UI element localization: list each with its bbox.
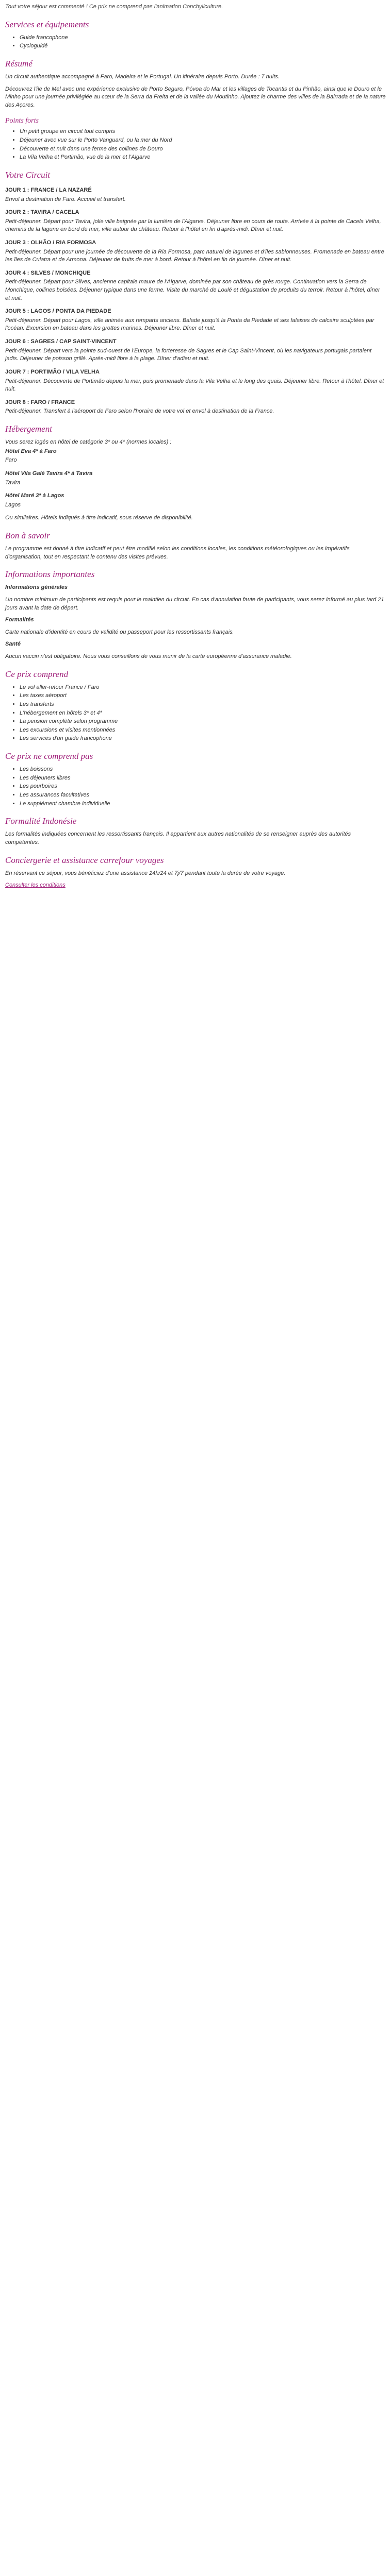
point-item: • La Vila Velha et Portimão, vue de la mer et l'Algarve (20, 154, 386, 162)
prix-list (5, 684, 386, 743)
day-text: Petit-déjeuner. Départ vers la pointe sud-ouest de l'Europe, la forteresse de Sagres et le Cap Saint-Vincent, où les navigateurs portugais partaient jadis. Déjeuner de poisson grillé. Après-midi libre à la plage. Dîner d'adieu et nuit. (5, 347, 372, 362)
points-title: Points forts (5, 116, 39, 125)
day-text: Petit-déjeuner. Départ pour Lagos, ville animée aux remparts anciens. Balade jusqu'à la Ponta da Piedade et ses falaises de calcaire sculptées par l'océan. Excursion en bateau dans les grottes marines. Déjeuner libre. Dîner et nuit. (5, 317, 374, 332)
services-list (5, 34, 386, 50)
resume-paragraph: Un circuit authentique accompagné à Faro, Madeira et le Portugal. Un itinéraire depuis Porto. Durée : 7 nuits. (5, 74, 280, 80)
prix-item: • Les services d'un guide francophone (20, 735, 386, 743)
formalites-text: Carte nationale d'identité en cours de validité ou passeport pour les ressortissants français. (5, 629, 234, 635)
point-item: • Déjeuner avec vue sur le Porto Vanguard, ou la mer du Nord (20, 137, 386, 145)
sante-text: Aucun vaccin n'est obligatoire. Nous vous conseillons de vous munir de la carte européenne d'assurance maladie. (5, 653, 292, 660)
point-item: • Un petit groupe en circuit tout compris (20, 128, 386, 136)
prix-ne-list (5, 766, 386, 808)
hotel-name: Hôtel Vila Galé Tavira 4* à Tavira (5, 470, 93, 477)
hotel-city: Faro (5, 457, 17, 464)
hotels-title: Hébergement (5, 423, 52, 434)
prix-item: • Les excursions et visites mentionnées (20, 726, 386, 735)
hotel-city: Tavira (5, 479, 21, 486)
prix-ne-item: • Les assurances facultatives (20, 791, 386, 800)
service-item: • Cycloguidé (20, 42, 386, 50)
day-title: JOUR 5 : LAGOS / PONTA DA PIEDADE (5, 308, 111, 315)
day-title: JOUR 8 : FARO / FRANCE (5, 399, 75, 405)
prix-item: • La pension complète selon programme (20, 718, 386, 726)
hotels-intro: Vous serez logés en hôtel de catégorie 3* ou 4* (normes locales) : (5, 439, 172, 446)
assist-link[interactable]: Consulter les conditions (5, 882, 66, 889)
itinerary (5, 187, 386, 416)
prix-item: • Les taxes aéroport (20, 692, 386, 700)
day-title: JOUR 2 : TAVIRA / CACELA (5, 209, 79, 216)
form-title: Formalité Indonésie (5, 816, 77, 826)
intro-text: Tout votre séjour est commenté ! Ce prix ne comprend pas l'animation Conchyliculture. (5, 4, 223, 10)
infos-subtitle: Informations générales (5, 584, 68, 591)
form-text: Les formalités indiquées concernent les ressortissants français. Il appartient aux autres nationalités de se renseigner auprès des autorités compétentes. (5, 831, 351, 845)
services-title: Services et équipements (5, 19, 89, 29)
hotel-name: Hôtel Maré 3* à Lagos (5, 493, 64, 499)
prix-item: • L'hébergement en hôtels 3* et 4* (20, 709, 386, 718)
prix-ne-title: Ce prix ne comprend pas (5, 751, 93, 761)
assist-title: Conciergerie et assistance carrefour voyages (5, 855, 164, 865)
points-list (5, 128, 386, 161)
day-text: Petit-déjeuner. Découverte de Portimão depuis la mer, puis promenade dans la Vila Velha et le long des quais. Déjeuner libre. Retour à l'hôtel. Dîner et nuit. (5, 378, 384, 393)
resume-paragraph: Découvrez l'île de Mel avec une expérience exclusive de Porto Seguro, Póvoa do Mar et les villages de Tocantis et du Pinhão, ainsi que le Douro et le Minho pour une journée privilégiée au cœur de la Serra da Freita et de la vallée du Moutinho. Ajoutez le charme des villes de la Bairrada et de la nature des Açores. (5, 86, 386, 108)
day-title: JOUR 3 : OLHÃO / RIA FORMOSA (5, 240, 96, 246)
prix-item: • Les transferts (20, 701, 386, 709)
hotel-name: Hôtel Eva 4* à Faro (5, 448, 57, 454)
circuit-title: Votre Circuit (5, 170, 51, 180)
service-item: • Guide francophone (20, 34, 386, 42)
prix-ne-item: • Les pourboires (20, 783, 386, 791)
bon-text: Le programme est donné à titre indicatif et peut être modifié selon les conditions locales, les conditions météorologiques ou les impératifs d'organisation, tout en respectant le contenu des visites prévues. (5, 546, 350, 560)
assist-text: En réservant ce séjour, vous bénéficiez d'une assistance 24h/24 et 7j/7 pendant toute la durée de votre voyage. (5, 870, 286, 876)
point-item: • Découverte et nuit dans une ferme des collines de Douro (20, 145, 386, 154)
page (0, 0, 391, 904)
resume-title: Résumé (5, 58, 32, 69)
hotels-note: Ou similaires. Hôtels indiqués à titre indicatif, sous réserve de disponibilité. (5, 515, 193, 521)
day-text: Petit-déjeuner. Départ pour Silves, ancienne capitale maure de l'Algarve, dominée par son château de grès rouge. Continuation vers la Serra de Monchique, collines boisées. Déjeuner typique dans une ferme. Visite du marché de Loulé et dégustation de produits du terroir. Retour à l'hôtel, dîner et nuit. (5, 279, 380, 301)
day-text: Petit-déjeuner. Départ pour Tavira, jolie ville baignée par la lumière de l'Algarve. Déjeuner libre en cours de route. Arrivée à la pointe de Cacela Velha, chemins de la lagune en bord de mer, ville autour du château. Retour à l'hôtel en fin d'après-midi. Dîner et nuit. (5, 218, 381, 233)
day-text: Petit-déjeuner. Transfert à l'aéroport de Faro selon l'horaire de votre vol et envol à destination de la France. (5, 408, 274, 415)
day-title: JOUR 4 : SILVES / MONCHIQUE (5, 269, 91, 276)
prix-item: • Le vol aller-retour France / Faro (20, 684, 386, 692)
sante-title: Santé (5, 641, 21, 648)
day-text: Petit-déjeuner. Départ pour une journée de découverte de la Ria Formosa, parc naturel de lagunes et d'îles sablonneuses. Promenade en bateau entre les îles de Culatra et de Armona. Déjeuner de fruits de mer à bord. Retour à l'hôtel en fin de journée. Dîner et nuit. (5, 248, 384, 263)
infos-text: Un nombre minimum de participants est requis pour le maintien du circuit. En cas d'annulation faute de participants, vous serez informé au plus tard 21 jours avant la date de départ. (5, 597, 384, 611)
prix-ne-item: • Les déjeuners libres (20, 774, 386, 783)
prix-ne-item: • Les boissons (20, 766, 386, 774)
prix-ne-item: • Le supplément chambre individuelle (20, 800, 386, 808)
formalites-title: Formalités (5, 617, 34, 623)
hotels-block (5, 438, 386, 522)
day-title: JOUR 6 : SAGRES / CAP SAINT-VINCENT (5, 338, 117, 345)
prix-title: Ce prix comprend (5, 669, 69, 679)
bon-title: Bon à savoir (5, 530, 50, 540)
day-title: JOUR 7 : PORTIMÃO / VILA VELHA (5, 368, 100, 375)
infos-title: Informations importantes (5, 569, 95, 580)
day-text: Envol à destination de Faro. Accueil et transfert. (5, 196, 126, 202)
hotel-city: Lagos (5, 501, 21, 508)
day-title: JOUR 1 : FRANCE / LA NAZARÉ (5, 187, 92, 193)
